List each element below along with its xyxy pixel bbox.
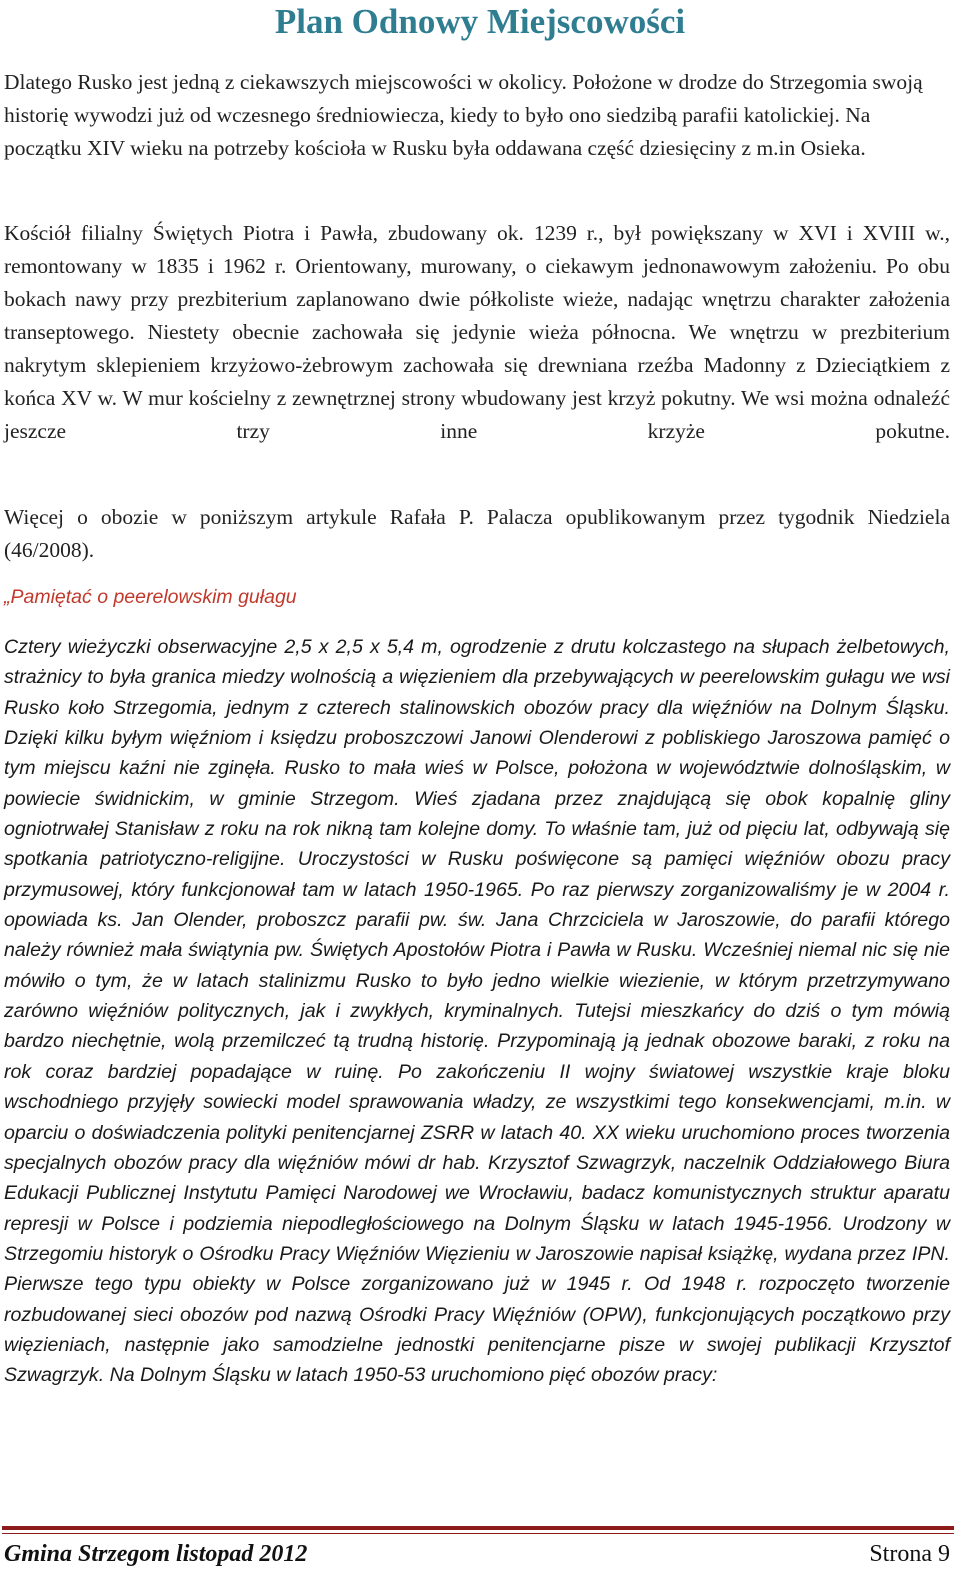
footer-publication: Gmina Strzegom listopad 2012	[4, 1541, 308, 1567]
page-title: Plan Odnowy Miejscowości	[274, 2, 686, 41]
paragraph-intro: Dlatego Rusko jest jedną z ciekawszych miejscowości w okolicy. Położone w drodze do Strzegomia swoją historię wywodzi już od wczesnego średniowiecza, kiedy to było ono siedzibą parafii katolickiej. Na początku XIV wieku na potrzeby kościoła w Rusku była oddawana część dziesięciny z m.in Osieka.	[4, 70, 923, 160]
article-body: Cztery wieżyczki obserwacyjne 2,5 x 2,5 x 5,4 m, ogrodzenie z drutu kolczastego na słupach żelbetowych, strażnicy to była granica miedzy wolnością a więzieniem dla przebywających w peerelowskim gułagu we wsi Rusko koło Strzegomia, jednym z czterech stalinowskich obozów pracy dla więźniów na Dolnym Śląsku. Dzięki kilku byłym więźniom i księdzu proboszczowi Janowi Olenderowi z pobliskiego Jaroszowa pamięć o tym miejscu kaźni nie zginęła. Rusko to mała wieś w Polsce, położona w województwie dolnośląskim, w powiecie świdnickim, w gminie Strzegom. Wieś zjadana przez znajdującą się obok kopalnię gliny ogniotrwałej Stanisław z roku na rok nikną tam kolejne domy. To właśnie tam, już od pięciu lat, odbywają się spotkania patriotyczno-religijne. Uroczystości w Rusku poświęcone są pamięci więźniów obozu pracy przymusowej, który funkcjonował tam w latach 1950-1965. Po raz pierwszy zorganizowaliśmy je w 2004 r. opowiada ks. Jan Olender, proboszcz parafii pw. św. Jana Chrzciciela w Jaroszowie, do parafii którego należy również mała świątynia pw. Świętych Apostołów Piotra i Pawła w Rusku. Wcześniej niemal nic się nie mówiło o tym, że w latach stalinizmu Rusko to było jedno wielkie wiezienie, w którym przetrzymywano zarówno więźniów politycznych, jak i zwykłych, kryminalnych. Tutejsi mieszkańcy do dziś o tym mówią bardzo niechętnie, wolą przemilczeć tą trudną historię. Przypominają ją jednak obozowe baraki, z roku na rok coraz bardziej popadające w ruinę. Po zakończeniu II wojny światowej wszystkie kraje bloku wschodniego przyjęły sowiecki model sprawowania władzy, ze wszystkimi tego konsekwencjami, m.in. w oparciu o doświadczenia polityki penitencjarnej ZSRR w latach 40. XX wieku uruchomiono proces tworzenia specjalnych obozów pracy dla więźniów mówi dr hab. Krzysztof Szwagrzyk, naczelnik Oddziałowego Biura Edukacji Publicznej Instytutu Pamięci Narodowej we Wrocławiu, badacz komunistycznych struktur aparatu represji w Polsce i podziemia niepodległościowego na Dolnym Śląsku w latach 1945-1956. Urodzony w Strzegomiu historyk o Ośrodku Pracy Więźniów Więzieniu w Jaroszowie napisał książkę, wydana przez IPN. Pierwsze tego typu obiekty w Polsce zorganizowano już w 1945 r. Od 1948 r. rozpoczęto tworzenie rozbudowanej sieci obozów pod nazwą Ośrodki Pracy Więźniów (OPW), funkcjonujących początkowo przy więzieniach, następnie jako samodzielne jednostki penitencjarne pisze w swojej publikacji Krzysztof Szwagrzyk. Na Dolnym Śląsku w latach 1950-53 uruchomiono pięć obozów pracy:	[4, 636, 950, 1387]
article-title: „Pamiętać o peerelowskim gułagu	[4, 586, 297, 608]
footer-divider-thick	[2, 1526, 954, 1530]
footer-divider-thin	[2, 1533, 954, 1534]
footer-page-number: Strona 9	[869, 1541, 950, 1567]
paragraph-reference: Więcej o obozie w poniższym artykule Rafała P. Palacza opublikowanym przez tygodnik Niedziela (46/2008).	[4, 505, 950, 562]
paragraph-church: Kościół filialny Świętych Piotra i Pawła, zbudowany ok. 1239 r., był powiększany w XVI i XVIII w., remontowany w 1835 i 1962 r. Orientowany, murowany, o ciekawym jednonawowym założeniu. Po obu bokach nawy przy prezbiterium zaplanowano dwie półkoliste wieże, nadając wnętrzu charakter założenia transeptowego. Niestety obecnie zachowała się jedynie wieża północna. We wnętrzu w prezbiterium nakrytym sklepieniem krzyżowo-żebrowym zachowała się drewniana rzeźba Madonny z Dzieciątkiem z końca XV w. W mur kościelny z zewnętrznej strony wbudowany jest krzyż pokutny. We wsi można odnaleźć jeszcze trzy inne krzyże pokutne.	[4, 221, 950, 443]
